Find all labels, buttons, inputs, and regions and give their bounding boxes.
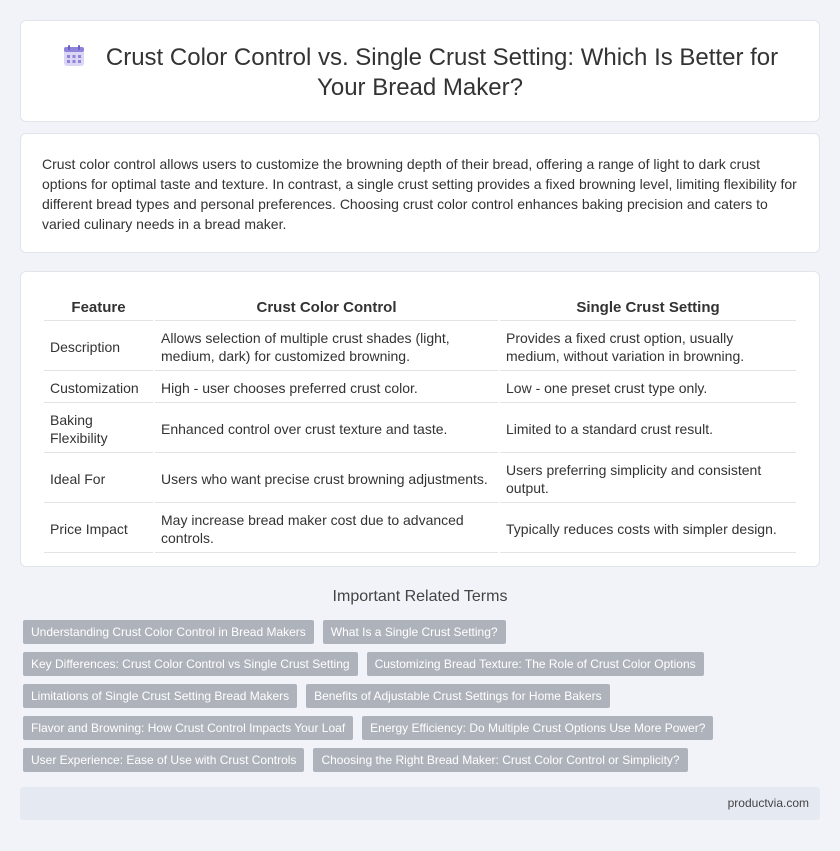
footer-site-link[interactable]: productvia.com	[727, 796, 809, 810]
related-tag[interactable]: Energy Efficiency: Do Multiple Crust Options Use More Power?	[362, 716, 713, 740]
table-row	[44, 405, 796, 453]
cell-single-crust-setting: Provides a fixed crust option, usually medium, without variation in browning.	[500, 323, 796, 371]
cell-feature: Price Impact	[44, 505, 153, 553]
intro-paragraph: Crust color control allows users to customize the browning depth of their bread, offering a range of light to dark crust options for optimal taste and texture. In contrast, a single crust setting provides a fixed browning level, limiting flexibility for different bread types and personal preferences. Choosing crust color control enhances baking precision and caters to varied culinary needs in a bread maker.	[42, 156, 797, 232]
related-tag[interactable]: Customizing Bread Texture: The Role of Crust Color Options	[367, 652, 704, 676]
cell-crust-color-control: May increase bread maker cost due to advanced controls.	[155, 505, 498, 553]
table-header-row	[44, 295, 796, 321]
header-crust-color-control: Crust Color Control	[155, 295, 498, 321]
cell-single-crust-setting: Limited to a standard crust result.	[500, 405, 796, 453]
related-tag[interactable]: Benefits of Adjustable Crust Settings for Home Bakers	[306, 684, 609, 708]
related-tag[interactable]: Flavor and Browning: How Crust Control Impacts Your Loaf	[23, 716, 353, 740]
related-tag[interactable]: Limitations of Single Crust Setting Bread Makers	[23, 684, 297, 708]
calendar-icon	[62, 44, 86, 68]
comparison-card	[20, 271, 820, 567]
header-single-crust-setting: Single Crust Setting	[500, 295, 796, 321]
cell-crust-color-control: Users who want precise crust browning adjustments.	[155, 455, 498, 503]
cell-feature: Customization	[44, 373, 153, 403]
related-tag[interactable]: User Experience: Ease of Use with Crust Controls	[23, 748, 304, 772]
footer	[20, 787, 820, 820]
related-tag[interactable]: Choosing the Right Bread Maker: Crust Color Control or Simplicity?	[313, 748, 687, 772]
cell-single-crust-setting: Users preferring simplicity and consistent output.	[500, 455, 796, 503]
table-row	[44, 455, 796, 503]
cell-crust-color-control: Enhanced control over crust texture and taste.	[155, 405, 498, 453]
cell-feature: Description	[44, 323, 153, 371]
cell-crust-color-control: High - user chooses preferred crust color.	[155, 373, 498, 403]
cell-feature: Baking Flexibility	[44, 405, 153, 453]
cell-single-crust-setting: Typically reduces costs with simpler design.	[500, 505, 796, 553]
page-title-wrap	[21, 43, 819, 103]
table-row	[44, 373, 796, 403]
related-tag[interactable]: What Is a Single Crust Setting?	[323, 620, 506, 644]
related-tag[interactable]: Key Differences: Crust Color Control vs Single Crust Setting	[23, 652, 358, 676]
related-terms-heading: Important Related Terms	[332, 588, 508, 605]
header-feature: Feature	[44, 295, 153, 321]
cell-single-crust-setting: Low - one preset crust type only.	[500, 373, 796, 403]
related-terms-list	[23, 620, 823, 780]
comparison-table	[42, 293, 798, 555]
page-title: Crust Color Control vs. Single Crust Setting: Which Is Better for Your Bread Maker?	[105, 44, 779, 101]
table-row	[44, 505, 796, 553]
related-tag[interactable]: Understanding Crust Color Control in Bread Makers	[23, 620, 314, 644]
cell-feature: Ideal For	[44, 455, 153, 503]
cell-crust-color-control: Allows selection of multiple crust shades (light, medium, dark) for customized browning.	[155, 323, 498, 371]
intro-card	[20, 133, 820, 253]
table-row	[44, 323, 796, 371]
header-card	[20, 20, 820, 122]
